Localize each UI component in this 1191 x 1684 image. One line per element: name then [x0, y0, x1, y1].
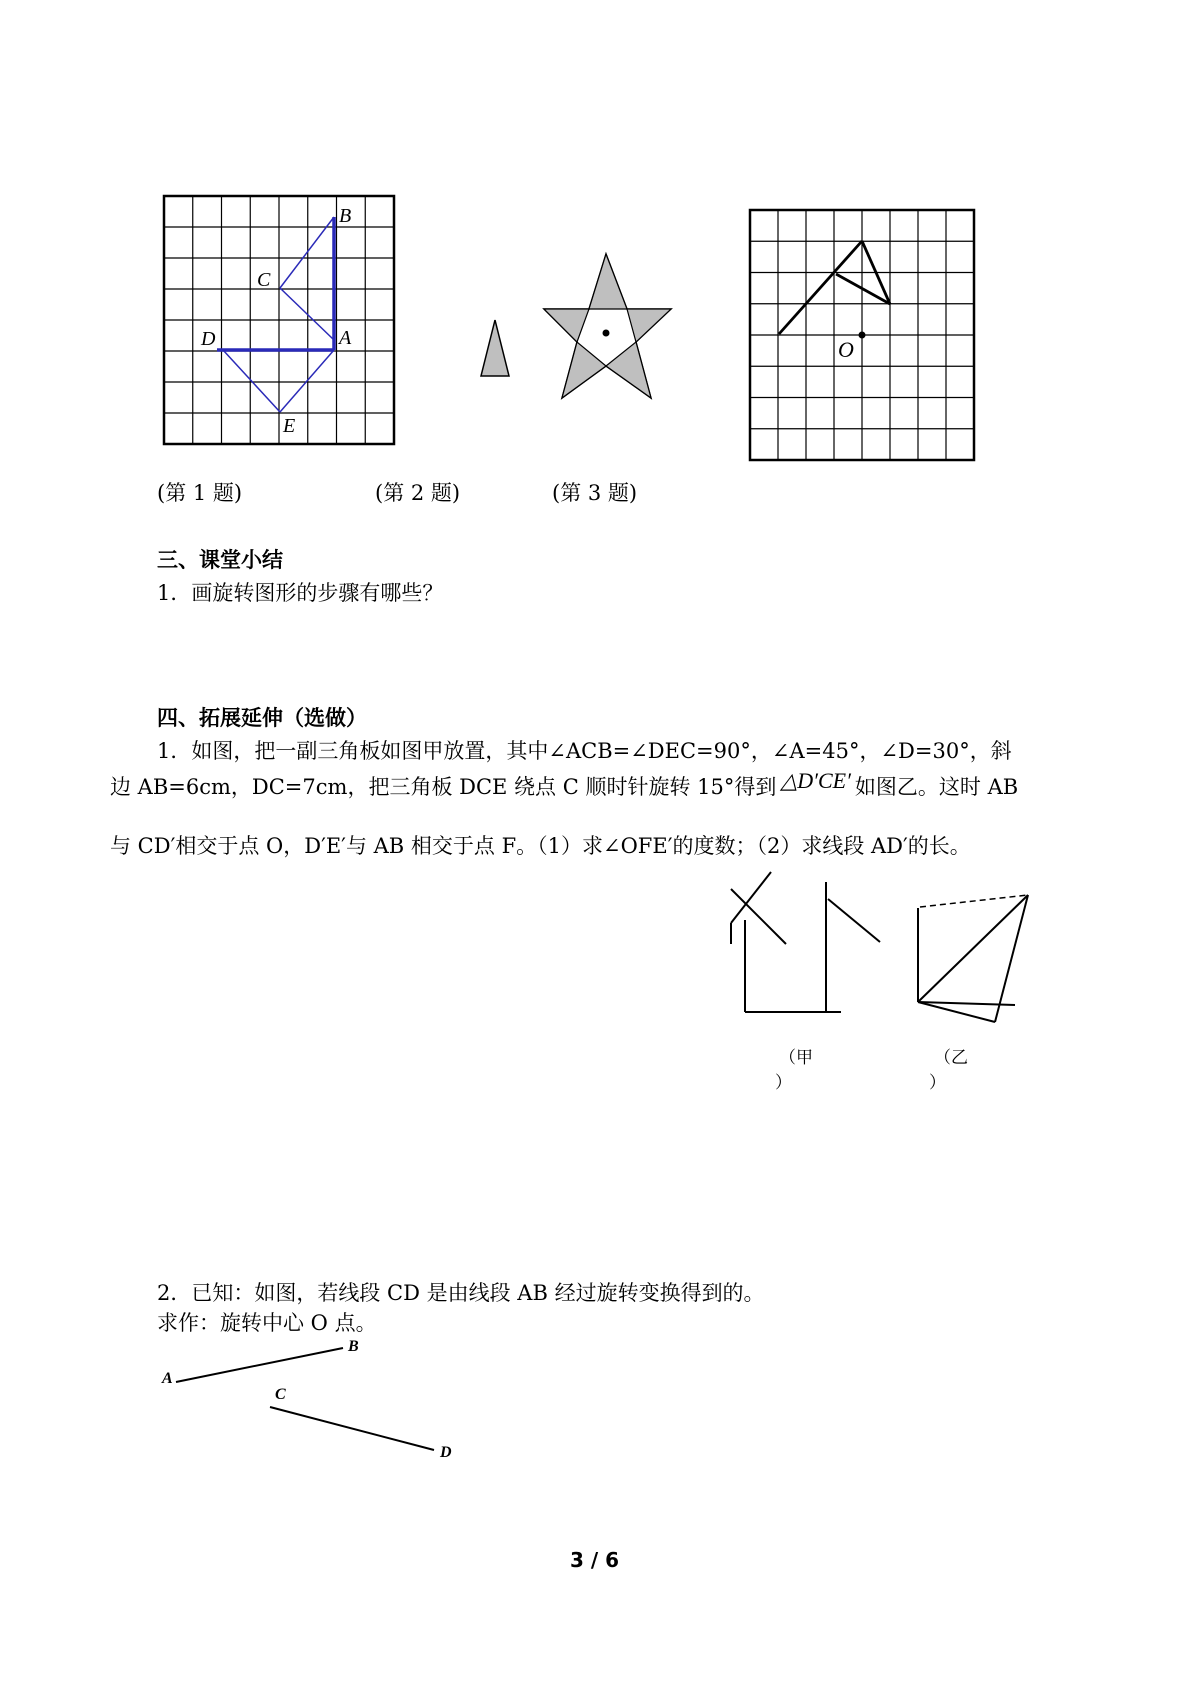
caption-figure-1: (第 1 题)	[157, 481, 243, 505]
section-3-question-1: 1．画旋转图形的步骤有哪些？	[157, 581, 444, 605]
problem-1-line-1: 1．如图，把一副三角板如图甲放置，其中∠ACB=∠DEC=90°，∠A=45°，∠D=30°，斜	[157, 739, 1012, 763]
caption-jia-a: （甲	[779, 1048, 813, 1068]
page-number: 3 / 6	[570, 1548, 620, 1572]
fig1-label-d: D	[201, 328, 216, 350]
problem-2-line-1: 2．已知：如图，若线段 CD 是由线段 AB 经过旋转变换得到的。	[157, 1281, 765, 1305]
segment-label-a: A	[162, 1370, 173, 1387]
caption-figure-3: (第 3 题)	[552, 481, 638, 505]
caption-figure-2: (第 2 题)	[375, 481, 461, 505]
fig1-label-c: C	[257, 269, 271, 291]
fig1-label-b: B	[339, 205, 352, 227]
caption-yi-a: （乙	[934, 1048, 968, 1068]
section-4-heading: 四、拓展延伸（选做）	[157, 705, 367, 730]
fig1-label-a: A	[339, 327, 352, 349]
caption-jia-b: ）	[775, 1073, 792, 1093]
segment-label-b: B	[348, 1338, 359, 1355]
segment-label-c: C	[275, 1386, 286, 1403]
problem-1-line-2-text-a: 边 AB=6cm，DC=7cm，把三角板 DCE 绕点 C 顺时针旋转 15°得到	[110, 775, 777, 799]
caption-yi-b: ）	[929, 1073, 946, 1093]
problem-2-line-2: 求作：旋转中心 O 点。	[157, 1311, 377, 1335]
problem-1-line-2-text-b: 如图乙。这时 AB	[854, 775, 1019, 799]
section-3-heading: 三、课堂小结	[157, 547, 283, 572]
problem-1-line-3: 与 CD′相交于点 O，D′E′与 AB 相交于点 F。（1）求∠OFE′的度数；（2）求线段 AD′的长。	[110, 834, 971, 858]
problem-1-formula: △D′CE′	[780, 768, 851, 793]
fig3-label-o: O	[838, 337, 854, 362]
fig1-label-e: E	[283, 415, 296, 437]
segment-label-d: D	[440, 1444, 452, 1461]
